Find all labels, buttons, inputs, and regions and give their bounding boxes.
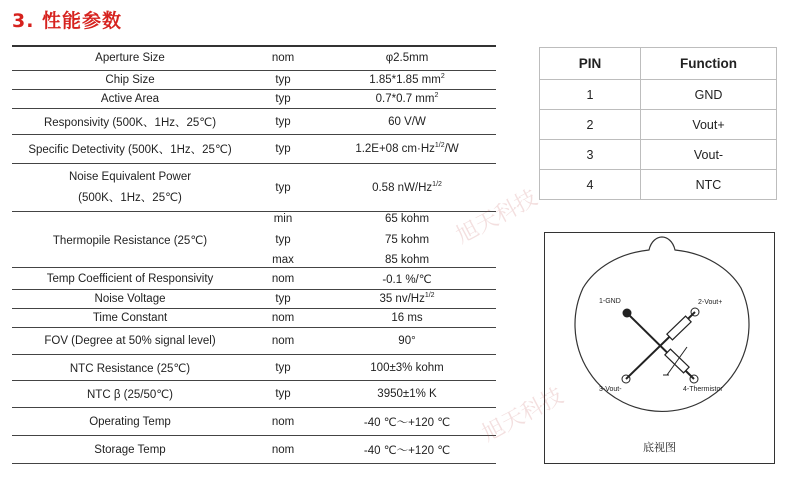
spec-value-group bbox=[364, 442, 450, 458]
spec-row bbox=[12, 408, 496, 436]
spec-condition bbox=[248, 355, 318, 380]
pin-row bbox=[540, 110, 777, 140]
spec-condition-text: nom bbox=[271, 335, 295, 347]
spec-condition-text: typ bbox=[275, 233, 291, 246]
spec-parameter bbox=[12, 436, 248, 463]
spec-value bbox=[318, 109, 496, 134]
spec-condition bbox=[248, 71, 318, 89]
pin-function: Vout- bbox=[641, 140, 777, 170]
spec-condition-text: nom bbox=[271, 312, 295, 324]
pin-table bbox=[539, 47, 777, 200]
spec-condition bbox=[248, 268, 318, 289]
spec-value-group bbox=[398, 335, 415, 347]
spec-condition bbox=[248, 328, 318, 354]
spec-value-group bbox=[372, 182, 442, 194]
spec-value-group bbox=[382, 272, 431, 286]
spec-parameter-text: Active Area bbox=[100, 93, 160, 105]
spec-value-group bbox=[391, 312, 422, 324]
spec-parameter-text: FOV (Degree at 50% signal level) bbox=[44, 335, 216, 347]
spec-condition bbox=[248, 381, 318, 407]
spec-value bbox=[318, 164, 496, 211]
spec-value bbox=[318, 45, 496, 70]
spec-value-text: 0.7*0.7 mm bbox=[375, 93, 435, 105]
spec-parameter-text: Noise Voltage bbox=[94, 293, 166, 305]
spec-value-group bbox=[364, 414, 450, 430]
spec-value-suffix: /W bbox=[444, 143, 459, 155]
spec-parameter-text: NTC β (25/50℃) bbox=[87, 389, 173, 401]
spec-condition-text: nom bbox=[271, 51, 295, 64]
spec-parameter bbox=[12, 109, 248, 134]
spec-condition-text: nom bbox=[271, 415, 295, 428]
spec-condition-text: typ bbox=[275, 293, 291, 305]
spec-parameter-line: (500K、1Hz、25℃) bbox=[78, 191, 182, 204]
spec-value-text: 100±3% kohm bbox=[370, 361, 444, 374]
spec-parameter bbox=[12, 135, 248, 163]
spec-condition bbox=[248, 309, 318, 327]
pin-table-header bbox=[540, 48, 777, 80]
spec-parameter-text: NTC Resistance (25℃) bbox=[69, 362, 191, 375]
spec-value-text: 35 nv/Hz bbox=[379, 293, 425, 305]
spec-value bbox=[318, 135, 496, 163]
spec-value-group bbox=[370, 362, 443, 374]
spec-parameter bbox=[12, 408, 248, 435]
spec-value-superscript: 1/2 bbox=[432, 180, 442, 188]
pin-2-label: 2-Vout+ bbox=[698, 299, 723, 306]
spec-condition-text: typ bbox=[275, 181, 291, 194]
spec-condition-text: typ bbox=[275, 115, 291, 128]
spec-parameter bbox=[12, 45, 248, 70]
spec-value-superscript: 1/2 bbox=[424, 292, 435, 299]
spec-condition-text: typ bbox=[275, 388, 291, 400]
spec-condition-text: max bbox=[272, 254, 294, 266]
spec-value-text: φ2.5mm bbox=[385, 51, 429, 64]
spec-parameter-line: Noise Equivalent Power bbox=[68, 170, 192, 183]
spec-value-text: -40 ℃～+120 ℃ bbox=[363, 444, 451, 457]
spec-row bbox=[12, 135, 496, 164]
spec-condition-text: typ bbox=[275, 93, 291, 105]
spec-parameter bbox=[12, 381, 248, 407]
spec-value bbox=[318, 408, 496, 435]
spec-value-text: 0.58 nW/Hz bbox=[372, 181, 433, 194]
spec-parameter bbox=[12, 164, 248, 211]
spec-parameter-text: Aperture Size bbox=[95, 51, 165, 64]
spec-value-text: 3950±1% K bbox=[377, 388, 437, 400]
pin-4-label: 4-Thermistor bbox=[683, 386, 723, 393]
watermark-text: 旭天科技 bbox=[478, 383, 568, 447]
function-header: Function bbox=[641, 48, 777, 80]
pin-header: PIN bbox=[540, 48, 641, 80]
spec-value bbox=[318, 90, 496, 108]
spec-condition bbox=[248, 90, 318, 108]
spec-condition bbox=[248, 45, 318, 70]
spec-row bbox=[12, 328, 496, 355]
spec-parameter bbox=[12, 309, 248, 327]
pin-number: 4 bbox=[540, 170, 641, 200]
pin-1-label: 1-GND bbox=[599, 298, 621, 305]
spec-parameter-text: Thermopile Resistance (25℃) bbox=[52, 234, 208, 247]
spec-parameter-text: Chip Size bbox=[105, 74, 155, 86]
spec-parameter bbox=[12, 290, 248, 308]
spec-value-group bbox=[386, 52, 429, 64]
spec-value-text: -40 ℃～+120 ℃ bbox=[363, 416, 451, 429]
spec-value-text: 90° bbox=[398, 335, 416, 347]
spec-condition-text: typ bbox=[275, 361, 291, 374]
spec-value-text: 60 V/W bbox=[388, 115, 426, 128]
spec-condition bbox=[248, 290, 318, 308]
spec-value bbox=[318, 436, 496, 463]
pin-function: NTC bbox=[641, 170, 777, 200]
diagram-caption: 底视图 bbox=[643, 441, 676, 454]
section-title: 3. 性能参数 bbox=[12, 10, 123, 32]
spec-condition bbox=[248, 212, 318, 267]
spec-condition bbox=[248, 135, 318, 163]
spec-parameter-text: Time Constant bbox=[92, 312, 168, 324]
spec-value-superscript: 2 bbox=[440, 73, 445, 80]
watermark-text: 旭天科技 bbox=[452, 185, 542, 249]
spec-value bbox=[318, 381, 496, 407]
spec-row bbox=[12, 164, 496, 212]
spec-value-group bbox=[369, 74, 445, 86]
pin-number: 2 bbox=[540, 110, 641, 140]
spec-value-text: 65 kohm bbox=[384, 213, 430, 225]
spec-value-text: 85 kohm bbox=[384, 254, 430, 266]
spec-condition bbox=[248, 164, 318, 211]
spec-condition-text: nom bbox=[271, 443, 295, 456]
spec-value-superscript: 2 bbox=[434, 92, 439, 99]
spec-condition bbox=[248, 408, 318, 435]
spec-parameter bbox=[12, 212, 248, 267]
spec-value bbox=[318, 290, 496, 308]
spec-value-superscript: 1/2 bbox=[434, 142, 445, 149]
spec-value-text: 1.85*1.85 mm bbox=[369, 74, 441, 86]
spec-parameter-text: Responsivity (500K、1Hz、25℃) bbox=[43, 116, 217, 129]
pin-row bbox=[540, 80, 777, 110]
spec-value-text: 16 ms bbox=[391, 312, 423, 324]
spec-row bbox=[12, 381, 496, 408]
spec-value bbox=[318, 328, 496, 354]
pin-number: 3 bbox=[540, 140, 641, 170]
pin-number: 1 bbox=[540, 80, 641, 110]
spec-parameter-text: Storage Temp bbox=[94, 443, 166, 456]
spec-condition bbox=[248, 109, 318, 134]
spec-row bbox=[12, 90, 496, 109]
spec-row bbox=[12, 109, 496, 135]
spec-value bbox=[318, 355, 496, 380]
spec-parameter bbox=[12, 328, 248, 354]
thermopile-resistor-icon bbox=[667, 316, 691, 340]
spec-row bbox=[12, 268, 496, 290]
pin-3-label: 3-Vout- bbox=[599, 386, 622, 393]
spec-condition-text: min bbox=[273, 213, 293, 225]
spec-condition-text: typ bbox=[275, 143, 291, 155]
bottom-view-diagram bbox=[544, 232, 775, 464]
spec-parameter bbox=[12, 268, 248, 289]
spec-value-group bbox=[377, 388, 436, 400]
spec-value-group bbox=[379, 293, 434, 305]
spec-value-text: 1.2E+08 cm·Hz bbox=[355, 143, 435, 155]
spec-row bbox=[12, 355, 496, 381]
spec-condition-text: typ bbox=[275, 74, 291, 86]
pin-row bbox=[540, 170, 777, 200]
spec-value bbox=[318, 71, 496, 89]
spec-parameter-text: Temp Coefficient of Responsivity bbox=[46, 272, 214, 285]
spec-value bbox=[318, 268, 496, 289]
spec-row bbox=[12, 436, 496, 464]
spec-row bbox=[12, 309, 496, 328]
spec-parameter bbox=[12, 355, 248, 380]
pin-function: Vout+ bbox=[641, 110, 777, 140]
spec-condition bbox=[248, 436, 318, 463]
pin-diagram-graphic bbox=[545, 233, 776, 465]
spec-row bbox=[12, 71, 496, 90]
pin-function: GND bbox=[641, 80, 777, 110]
spec-value-text: -0.1 %/℃ bbox=[382, 273, 432, 286]
spec-row bbox=[12, 212, 496, 268]
spec-value-text: 75 kohm bbox=[384, 233, 430, 246]
spec-value-group bbox=[388, 116, 426, 128]
spec-row bbox=[12, 290, 496, 309]
spec-value-group bbox=[355, 143, 458, 155]
spec-parameter bbox=[12, 71, 248, 89]
spec-value bbox=[318, 309, 496, 327]
spec-value-group bbox=[376, 93, 439, 105]
spec-parameter-text: Operating Temp bbox=[89, 415, 171, 428]
spec-row bbox=[12, 45, 496, 71]
spec-condition-text: nom bbox=[271, 272, 295, 285]
spec-parameter bbox=[12, 90, 248, 108]
spec-parameter-text: Specific Detectivity (500K、1Hz、25℃) bbox=[28, 144, 232, 156]
pin-row bbox=[540, 140, 777, 170]
